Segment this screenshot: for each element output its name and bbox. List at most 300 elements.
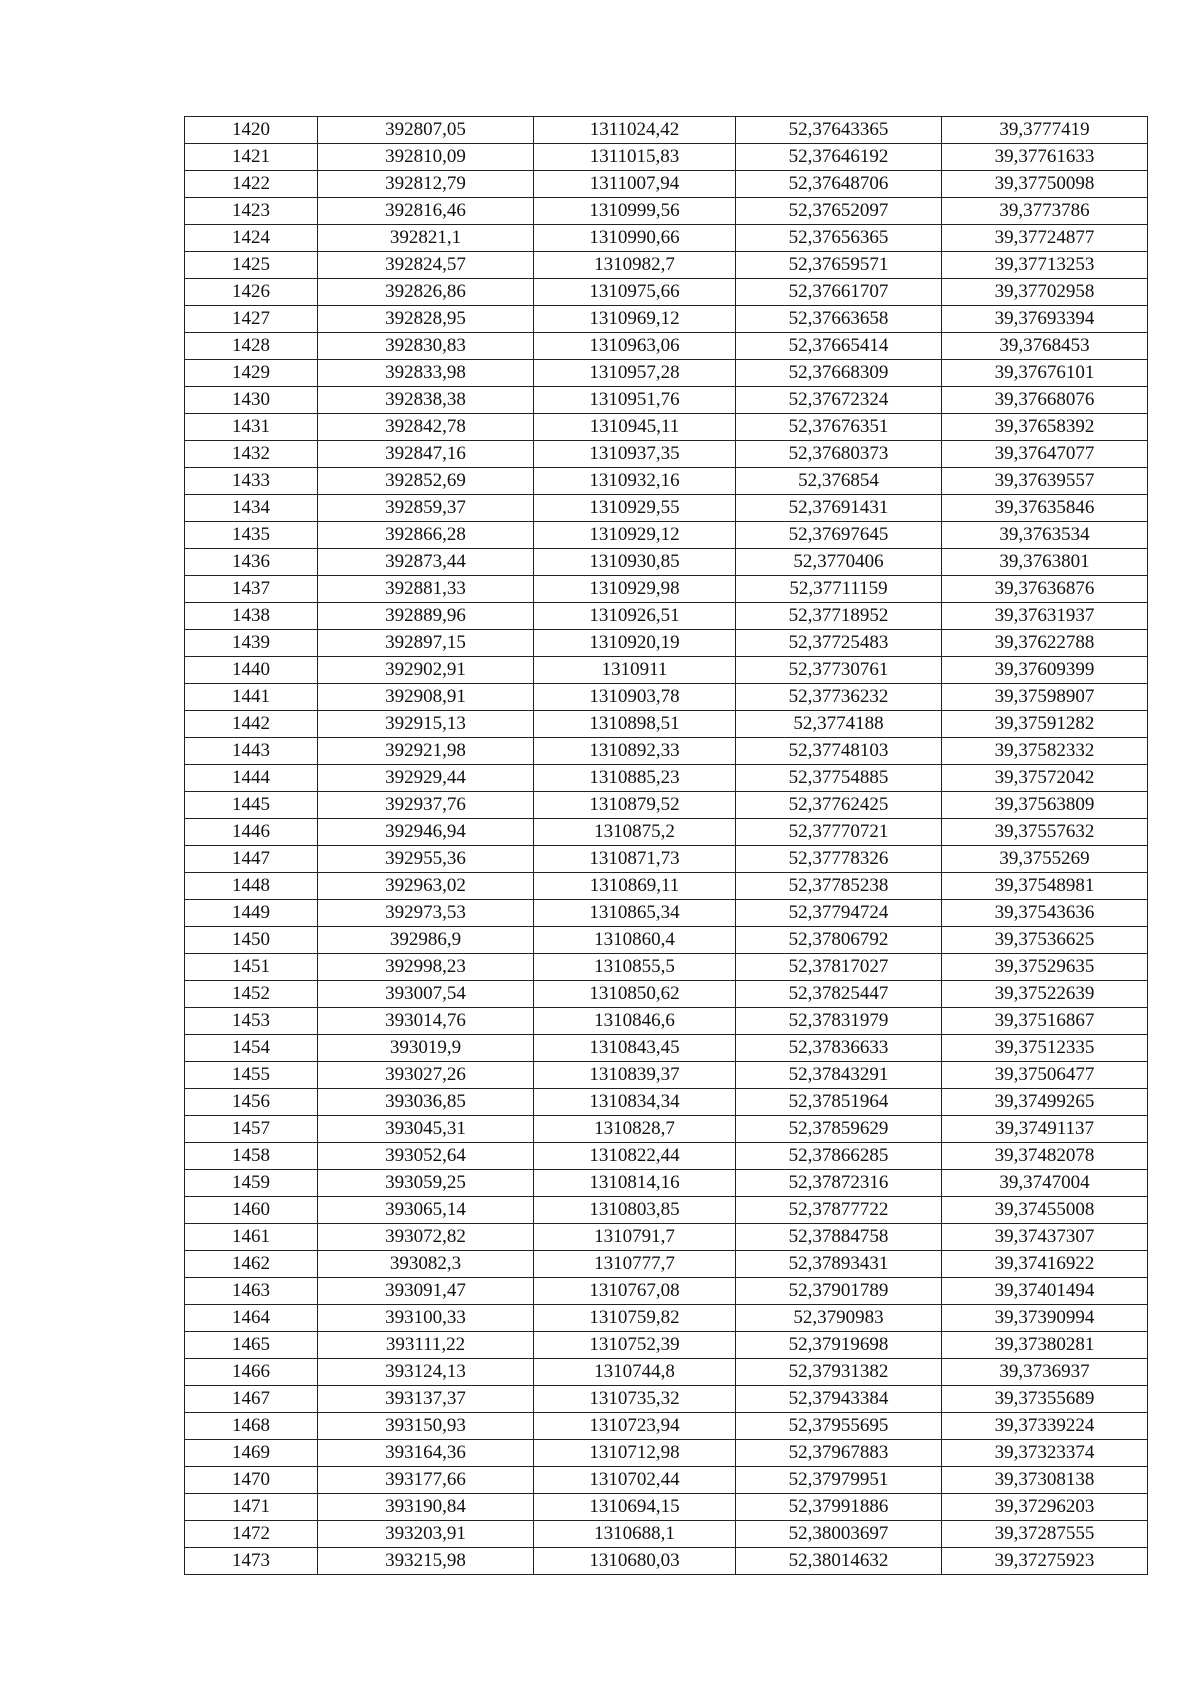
point-number-cell: 1438 (185, 603, 318, 630)
longitude-cell: 39,37609399 (942, 657, 1148, 684)
longitude-cell: 39,37636876 (942, 576, 1148, 603)
y-coordinate-cell: 1310937,35 (534, 441, 736, 468)
point-number-cell: 1429 (185, 360, 318, 387)
x-coordinate-cell: 392847,16 (318, 441, 534, 468)
point-number-cell: 1422 (185, 171, 318, 198)
latitude-cell: 52,37661707 (736, 279, 942, 306)
point-number-cell: 1459 (185, 1170, 318, 1197)
latitude-cell: 52,37877722 (736, 1197, 942, 1224)
latitude-cell: 52,37979951 (736, 1467, 942, 1494)
y-coordinate-cell: 1310892,33 (534, 738, 736, 765)
latitude-cell: 52,37646192 (736, 144, 942, 171)
latitude-cell: 52,37672324 (736, 387, 942, 414)
table-row (185, 657, 1148, 684)
x-coordinate-cell: 392946,94 (318, 819, 534, 846)
latitude-cell: 52,37697645 (736, 522, 942, 549)
table-row (185, 1143, 1148, 1170)
table-row (185, 1197, 1148, 1224)
table-row (185, 1359, 1148, 1386)
x-coordinate-cell: 392812,79 (318, 171, 534, 198)
point-number-cell: 1426 (185, 279, 318, 306)
x-coordinate-cell: 392826,86 (318, 279, 534, 306)
y-coordinate-cell: 1310869,11 (534, 873, 736, 900)
longitude-cell: 39,37658392 (942, 414, 1148, 441)
y-coordinate-cell: 1310990,66 (534, 225, 736, 252)
latitude-cell: 52,37851964 (736, 1089, 942, 1116)
longitude-cell: 39,37598907 (942, 684, 1148, 711)
latitude-cell: 52,37754885 (736, 765, 942, 792)
point-number-cell: 1421 (185, 144, 318, 171)
table-row (185, 684, 1148, 711)
x-coordinate-cell: 393027,26 (318, 1062, 534, 1089)
point-number-cell: 1423 (185, 198, 318, 225)
x-coordinate-cell: 392973,53 (318, 900, 534, 927)
y-coordinate-cell: 1310999,56 (534, 198, 736, 225)
longitude-cell: 39,37647077 (942, 441, 1148, 468)
latitude-cell: 52,37680373 (736, 441, 942, 468)
table-row (185, 1521, 1148, 1548)
latitude-cell: 52,37866285 (736, 1143, 942, 1170)
latitude-cell: 52,37762425 (736, 792, 942, 819)
table-row (185, 279, 1148, 306)
point-number-cell: 1424 (185, 225, 318, 252)
point-number-cell: 1457 (185, 1116, 318, 1143)
x-coordinate-cell: 393203,91 (318, 1521, 534, 1548)
point-number-cell: 1435 (185, 522, 318, 549)
point-number-cell: 1443 (185, 738, 318, 765)
y-coordinate-cell: 1310963,06 (534, 333, 736, 360)
point-number-cell: 1449 (185, 900, 318, 927)
table-row (185, 954, 1148, 981)
y-coordinate-cell: 1310875,2 (534, 819, 736, 846)
longitude-cell: 39,37635846 (942, 495, 1148, 522)
table-row (185, 1305, 1148, 1332)
y-coordinate-cell: 1310975,66 (534, 279, 736, 306)
x-coordinate-cell: 392998,23 (318, 954, 534, 981)
longitude-cell: 39,3763534 (942, 522, 1148, 549)
table-row (185, 252, 1148, 279)
longitude-cell: 39,37622788 (942, 630, 1148, 657)
table-row (185, 171, 1148, 198)
table-row (185, 1089, 1148, 1116)
longitude-cell: 39,37713253 (942, 252, 1148, 279)
point-number-cell: 1470 (185, 1467, 318, 1494)
table-row (185, 414, 1148, 441)
point-number-cell: 1436 (185, 549, 318, 576)
y-coordinate-cell: 1310865,34 (534, 900, 736, 927)
table-row (185, 1170, 1148, 1197)
x-coordinate-cell: 392859,37 (318, 495, 534, 522)
x-coordinate-cell: 392838,38 (318, 387, 534, 414)
longitude-cell: 39,37401494 (942, 1278, 1148, 1305)
latitude-cell: 52,37648706 (736, 171, 942, 198)
latitude-cell: 52,37652097 (736, 198, 942, 225)
table-row (185, 873, 1148, 900)
point-number-cell: 1433 (185, 468, 318, 495)
x-coordinate-cell: 392833,98 (318, 360, 534, 387)
latitude-cell: 52,37668309 (736, 360, 942, 387)
table-row (185, 1251, 1148, 1278)
longitude-cell: 39,37516867 (942, 1008, 1148, 1035)
y-coordinate-cell: 1310834,34 (534, 1089, 736, 1116)
latitude-cell: 52,37884758 (736, 1224, 942, 1251)
latitude-cell: 52,37656365 (736, 225, 942, 252)
coordinates-table-body (185, 117, 1148, 1575)
longitude-cell: 39,3736937 (942, 1359, 1148, 1386)
y-coordinate-cell: 1310843,45 (534, 1035, 736, 1062)
x-coordinate-cell: 393177,66 (318, 1467, 534, 1494)
longitude-cell: 39,37491137 (942, 1116, 1148, 1143)
x-coordinate-cell: 393215,98 (318, 1548, 534, 1575)
x-coordinate-cell: 392897,15 (318, 630, 534, 657)
point-number-cell: 1472 (185, 1521, 318, 1548)
latitude-cell: 52,37893431 (736, 1251, 942, 1278)
point-number-cell: 1437 (185, 576, 318, 603)
table-row (185, 1278, 1148, 1305)
y-coordinate-cell: 1311024,42 (534, 117, 736, 144)
x-coordinate-cell: 392921,98 (318, 738, 534, 765)
x-coordinate-cell: 393065,14 (318, 1197, 534, 1224)
y-coordinate-cell: 1311007,94 (534, 171, 736, 198)
table-row (185, 738, 1148, 765)
latitude-cell: 52,37967883 (736, 1440, 942, 1467)
y-coordinate-cell: 1310920,19 (534, 630, 736, 657)
longitude-cell: 39,3755269 (942, 846, 1148, 873)
latitude-cell: 52,37859629 (736, 1116, 942, 1143)
longitude-cell: 39,37631937 (942, 603, 1148, 630)
longitude-cell: 39,37506477 (942, 1062, 1148, 1089)
table-row (185, 333, 1148, 360)
y-coordinate-cell: 1310822,44 (534, 1143, 736, 1170)
latitude-cell: 52,37730761 (736, 657, 942, 684)
x-coordinate-cell: 392821,1 (318, 225, 534, 252)
y-coordinate-cell: 1310712,98 (534, 1440, 736, 1467)
table-row (185, 117, 1148, 144)
latitude-cell: 52,37676351 (736, 414, 942, 441)
x-coordinate-cell: 393190,84 (318, 1494, 534, 1521)
x-coordinate-cell: 393137,37 (318, 1386, 534, 1413)
y-coordinate-cell: 1310969,12 (534, 306, 736, 333)
y-coordinate-cell: 1310879,52 (534, 792, 736, 819)
latitude-cell: 52,37770721 (736, 819, 942, 846)
longitude-cell: 39,37702958 (942, 279, 1148, 306)
y-coordinate-cell: 1310680,03 (534, 1548, 736, 1575)
point-number-cell: 1466 (185, 1359, 318, 1386)
x-coordinate-cell: 392866,28 (318, 522, 534, 549)
longitude-cell: 39,37724877 (942, 225, 1148, 252)
latitude-cell: 52,37931382 (736, 1359, 942, 1386)
y-coordinate-cell: 1310926,51 (534, 603, 736, 630)
point-number-cell: 1451 (185, 954, 318, 981)
y-coordinate-cell: 1310911 (534, 657, 736, 684)
table-row (185, 765, 1148, 792)
table-row (185, 360, 1148, 387)
table-row (185, 306, 1148, 333)
longitude-cell: 39,37536625 (942, 927, 1148, 954)
latitude-cell: 52,37806792 (736, 927, 942, 954)
longitude-cell: 39,37693394 (942, 306, 1148, 333)
x-coordinate-cell: 392955,36 (318, 846, 534, 873)
y-coordinate-cell: 1310951,76 (534, 387, 736, 414)
point-number-cell: 1456 (185, 1089, 318, 1116)
table-row (185, 630, 1148, 657)
point-number-cell: 1428 (185, 333, 318, 360)
table-row (185, 603, 1148, 630)
y-coordinate-cell: 1310945,11 (534, 414, 736, 441)
latitude-cell: 52,37991886 (736, 1494, 942, 1521)
latitude-cell: 52,37943384 (736, 1386, 942, 1413)
x-coordinate-cell: 393091,47 (318, 1278, 534, 1305)
y-coordinate-cell: 1310871,73 (534, 846, 736, 873)
y-coordinate-cell: 1310903,78 (534, 684, 736, 711)
x-coordinate-cell: 392830,83 (318, 333, 534, 360)
y-coordinate-cell: 1310885,23 (534, 765, 736, 792)
x-coordinate-cell: 392842,78 (318, 414, 534, 441)
longitude-cell: 39,37296203 (942, 1494, 1148, 1521)
point-number-cell: 1427 (185, 306, 318, 333)
longitude-cell: 39,37416922 (942, 1251, 1148, 1278)
latitude-cell: 52,37825447 (736, 981, 942, 1008)
y-coordinate-cell: 1310694,15 (534, 1494, 736, 1521)
x-coordinate-cell: 393007,54 (318, 981, 534, 1008)
point-number-cell: 1469 (185, 1440, 318, 1467)
longitude-cell: 39,37591282 (942, 711, 1148, 738)
latitude-cell: 52,3774188 (736, 711, 942, 738)
table-row (185, 549, 1148, 576)
x-coordinate-cell: 392902,91 (318, 657, 534, 684)
x-coordinate-cell: 392816,46 (318, 198, 534, 225)
latitude-cell: 52,37663658 (736, 306, 942, 333)
x-coordinate-cell: 393111,22 (318, 1332, 534, 1359)
x-coordinate-cell: 392889,96 (318, 603, 534, 630)
longitude-cell: 39,37323374 (942, 1440, 1148, 1467)
point-number-cell: 1434 (185, 495, 318, 522)
table-row (185, 1224, 1148, 1251)
table-row (185, 1062, 1148, 1089)
latitude-cell: 52,3790983 (736, 1305, 942, 1332)
table-row (185, 1413, 1148, 1440)
latitude-cell: 52,37665414 (736, 333, 942, 360)
longitude-cell: 39,37548981 (942, 873, 1148, 900)
latitude-cell: 52,37691431 (736, 495, 942, 522)
latitude-cell: 52,37955695 (736, 1413, 942, 1440)
x-coordinate-cell: 393045,31 (318, 1116, 534, 1143)
longitude-cell: 39,37563809 (942, 792, 1148, 819)
longitude-cell: 39,37639557 (942, 468, 1148, 495)
latitude-cell: 52,37794724 (736, 900, 942, 927)
table-row (185, 927, 1148, 954)
table-row (185, 198, 1148, 225)
point-number-cell: 1464 (185, 1305, 318, 1332)
x-coordinate-cell: 393059,25 (318, 1170, 534, 1197)
table-row (185, 711, 1148, 738)
latitude-cell: 52,37711159 (736, 576, 942, 603)
y-coordinate-cell: 1311015,83 (534, 144, 736, 171)
point-number-cell: 1431 (185, 414, 318, 441)
point-number-cell: 1452 (185, 981, 318, 1008)
longitude-cell: 39,37572042 (942, 765, 1148, 792)
latitude-cell: 52,37843291 (736, 1062, 942, 1089)
table-row (185, 900, 1148, 927)
point-number-cell: 1468 (185, 1413, 318, 1440)
x-coordinate-cell: 392937,76 (318, 792, 534, 819)
x-coordinate-cell: 393052,64 (318, 1143, 534, 1170)
point-number-cell: 1442 (185, 711, 318, 738)
longitude-cell: 39,37499265 (942, 1089, 1148, 1116)
point-number-cell: 1439 (185, 630, 318, 657)
y-coordinate-cell: 1310860,4 (534, 927, 736, 954)
x-coordinate-cell: 393100,33 (318, 1305, 534, 1332)
longitude-cell: 39,37668076 (942, 387, 1148, 414)
x-coordinate-cell: 393019,9 (318, 1035, 534, 1062)
point-number-cell: 1450 (185, 927, 318, 954)
latitude-cell: 52,37872316 (736, 1170, 942, 1197)
longitude-cell: 39,37543636 (942, 900, 1148, 927)
latitude-cell: 52,37659571 (736, 252, 942, 279)
table-row (185, 1467, 1148, 1494)
latitude-cell: 52,37919698 (736, 1332, 942, 1359)
y-coordinate-cell: 1310982,7 (534, 252, 736, 279)
y-coordinate-cell: 1310744,8 (534, 1359, 736, 1386)
x-coordinate-cell: 392908,91 (318, 684, 534, 711)
longitude-cell: 39,3773786 (942, 198, 1148, 225)
latitude-cell: 52,37643365 (736, 117, 942, 144)
longitude-cell: 39,37339224 (942, 1413, 1148, 1440)
longitude-cell: 39,37455008 (942, 1197, 1148, 1224)
longitude-cell: 39,37761633 (942, 144, 1148, 171)
table-row (185, 441, 1148, 468)
x-coordinate-cell: 392963,02 (318, 873, 534, 900)
longitude-cell: 39,37557632 (942, 819, 1148, 846)
longitude-cell: 39,3768453 (942, 333, 1148, 360)
x-coordinate-cell: 392986,9 (318, 927, 534, 954)
y-coordinate-cell: 1310791,7 (534, 1224, 736, 1251)
latitude-cell: 52,38014632 (736, 1548, 942, 1575)
y-coordinate-cell: 1310855,5 (534, 954, 736, 981)
latitude-cell: 52,37736232 (736, 684, 942, 711)
y-coordinate-cell: 1310723,94 (534, 1413, 736, 1440)
y-coordinate-cell: 1310850,62 (534, 981, 736, 1008)
y-coordinate-cell: 1310930,85 (534, 549, 736, 576)
point-number-cell: 1463 (185, 1278, 318, 1305)
table-row (185, 144, 1148, 171)
y-coordinate-cell: 1310735,32 (534, 1386, 736, 1413)
longitude-cell: 39,3763801 (942, 549, 1148, 576)
table-row (185, 468, 1148, 495)
x-coordinate-cell: 392810,09 (318, 144, 534, 171)
longitude-cell: 39,37275923 (942, 1548, 1148, 1575)
x-coordinate-cell: 392828,95 (318, 306, 534, 333)
point-number-cell: 1455 (185, 1062, 318, 1089)
x-coordinate-cell: 392873,44 (318, 549, 534, 576)
latitude-cell: 52,37817027 (736, 954, 942, 981)
table-row (185, 576, 1148, 603)
y-coordinate-cell: 1310759,82 (534, 1305, 736, 1332)
table-row (185, 1548, 1148, 1575)
point-number-cell: 1444 (185, 765, 318, 792)
y-coordinate-cell: 1310932,16 (534, 468, 736, 495)
y-coordinate-cell: 1310839,37 (534, 1062, 736, 1089)
x-coordinate-cell: 393124,13 (318, 1359, 534, 1386)
x-coordinate-cell: 392807,05 (318, 117, 534, 144)
x-coordinate-cell: 393014,76 (318, 1008, 534, 1035)
longitude-cell: 39,37512335 (942, 1035, 1148, 1062)
point-number-cell: 1448 (185, 873, 318, 900)
longitude-cell: 39,37355689 (942, 1386, 1148, 1413)
table-row (185, 819, 1148, 846)
x-coordinate-cell: 392929,44 (318, 765, 534, 792)
y-coordinate-cell: 1310846,6 (534, 1008, 736, 1035)
latitude-cell: 52,37785238 (736, 873, 942, 900)
point-number-cell: 1446 (185, 819, 318, 846)
latitude-cell: 52,37778326 (736, 846, 942, 873)
latitude-cell: 52,376854 (736, 468, 942, 495)
x-coordinate-cell: 392852,69 (318, 468, 534, 495)
y-coordinate-cell: 1310688,1 (534, 1521, 736, 1548)
y-coordinate-cell: 1310929,55 (534, 495, 736, 522)
table-row (185, 1008, 1148, 1035)
longitude-cell: 39,3777419 (942, 117, 1148, 144)
point-number-cell: 1458 (185, 1143, 318, 1170)
latitude-cell: 52,37831979 (736, 1008, 942, 1035)
table-row (185, 792, 1148, 819)
table-row (185, 522, 1148, 549)
point-number-cell: 1447 (185, 846, 318, 873)
longitude-cell: 39,37308138 (942, 1467, 1148, 1494)
table-row (185, 1116, 1148, 1143)
latitude-cell: 52,3770406 (736, 549, 942, 576)
latitude-cell: 52,38003697 (736, 1521, 942, 1548)
x-coordinate-cell: 393072,82 (318, 1224, 534, 1251)
longitude-cell: 39,37676101 (942, 360, 1148, 387)
y-coordinate-cell: 1310814,16 (534, 1170, 736, 1197)
latitude-cell: 52,37836633 (736, 1035, 942, 1062)
point-number-cell: 1432 (185, 441, 318, 468)
x-coordinate-cell: 392881,33 (318, 576, 534, 603)
y-coordinate-cell: 1310803,85 (534, 1197, 736, 1224)
y-coordinate-cell: 1310777,7 (534, 1251, 736, 1278)
latitude-cell: 52,37725483 (736, 630, 942, 657)
point-number-cell: 1460 (185, 1197, 318, 1224)
table-row (185, 846, 1148, 873)
point-number-cell: 1445 (185, 792, 318, 819)
table-row (185, 387, 1148, 414)
x-coordinate-cell: 393036,85 (318, 1089, 534, 1116)
x-coordinate-cell: 393150,93 (318, 1413, 534, 1440)
point-number-cell: 1453 (185, 1008, 318, 1035)
point-number-cell: 1471 (185, 1494, 318, 1521)
table-row (185, 1035, 1148, 1062)
x-coordinate-cell: 393164,36 (318, 1440, 534, 1467)
point-number-cell: 1441 (185, 684, 318, 711)
point-number-cell: 1454 (185, 1035, 318, 1062)
longitude-cell: 39,37750098 (942, 171, 1148, 198)
longitude-cell: 39,37482078 (942, 1143, 1148, 1170)
point-number-cell: 1462 (185, 1251, 318, 1278)
latitude-cell: 52,37901789 (736, 1278, 942, 1305)
latitude-cell: 52,37718952 (736, 603, 942, 630)
point-number-cell: 1440 (185, 657, 318, 684)
latitude-cell: 52,37748103 (736, 738, 942, 765)
x-coordinate-cell: 393082,3 (318, 1251, 534, 1278)
y-coordinate-cell: 1310752,39 (534, 1332, 736, 1359)
longitude-cell: 39,37437307 (942, 1224, 1148, 1251)
table-row (185, 1332, 1148, 1359)
coordinates-table (184, 116, 1148, 1575)
y-coordinate-cell: 1310957,28 (534, 360, 736, 387)
point-number-cell: 1465 (185, 1332, 318, 1359)
y-coordinate-cell: 1310767,08 (534, 1278, 736, 1305)
